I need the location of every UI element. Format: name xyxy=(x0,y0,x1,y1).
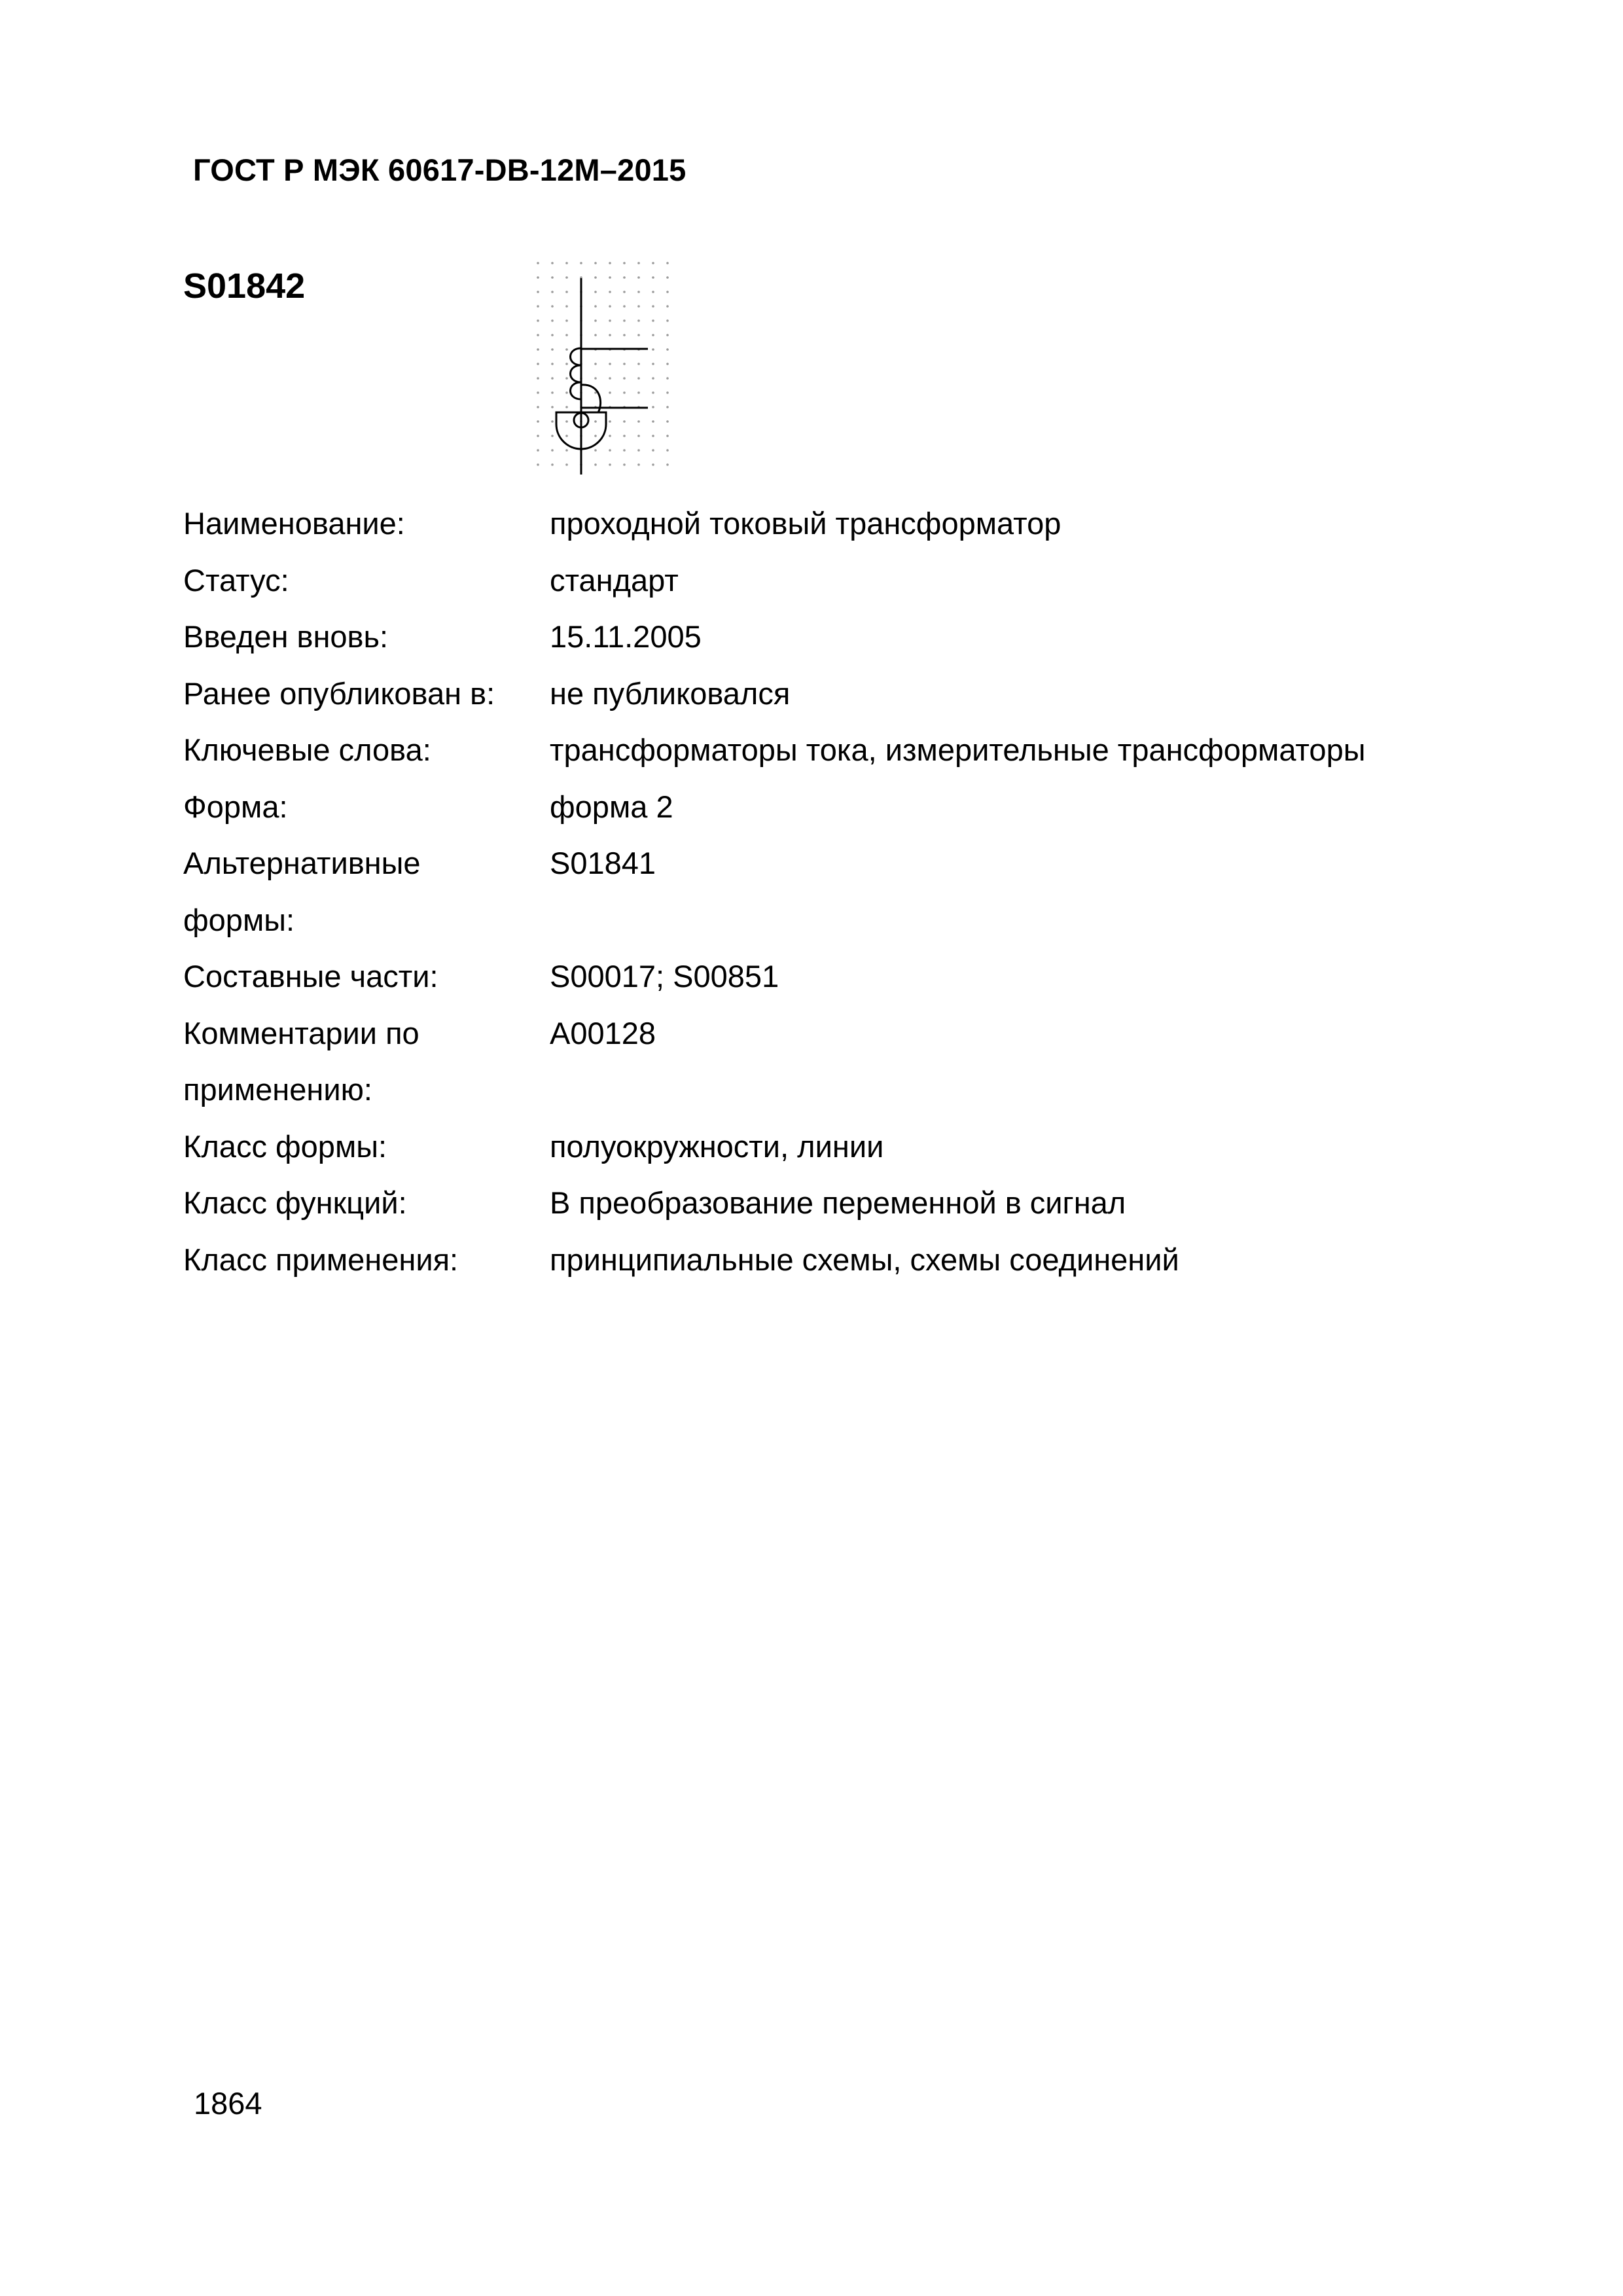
grid-dot xyxy=(551,291,554,293)
grid-dot xyxy=(565,449,568,452)
grid-dot xyxy=(594,276,597,279)
feed-through-current-transformer-icon xyxy=(524,249,694,491)
grid-dot xyxy=(666,319,669,322)
grid-dot xyxy=(652,406,654,408)
grid-dot xyxy=(551,435,554,437)
grid-dot xyxy=(594,334,597,336)
grid-dot xyxy=(666,435,669,437)
grid-dot xyxy=(551,463,554,466)
property-label: Статус: xyxy=(183,562,289,598)
grid-dot xyxy=(537,319,539,322)
grid-dot xyxy=(652,262,654,264)
grid-dot xyxy=(652,391,654,394)
grid-dot xyxy=(609,291,611,293)
grid-dot xyxy=(637,276,640,279)
grid-dot xyxy=(623,291,626,293)
grid-dot xyxy=(594,449,597,452)
grid-dot xyxy=(551,449,554,452)
property-label: Комментарии по применению: xyxy=(183,1015,419,1107)
grid-dot xyxy=(609,334,611,336)
grid-dot xyxy=(623,334,626,336)
grid-dot xyxy=(623,463,626,466)
grid-dot xyxy=(623,377,626,380)
grid-dot xyxy=(551,348,554,351)
grid-dot xyxy=(594,435,597,437)
property-label: Ключевые слова: xyxy=(183,732,431,767)
grid-dot xyxy=(594,363,597,365)
property-value: 15.11.2005 xyxy=(550,619,702,654)
grid-dot xyxy=(565,291,568,293)
property-row-application-notes xyxy=(183,1005,1427,1119)
grid-dot xyxy=(666,291,669,293)
grid-dot xyxy=(637,305,640,308)
property-value: полуокружности, линии xyxy=(550,1128,884,1164)
grid-dot xyxy=(551,406,554,408)
grid-dot xyxy=(623,262,626,264)
grid-dot xyxy=(537,406,539,408)
grid-dot xyxy=(666,449,669,452)
grid-dot xyxy=(609,262,611,264)
grid-dot xyxy=(565,463,568,466)
property-label: Альтернативные формы: xyxy=(183,846,421,937)
page-number: 1864 xyxy=(194,2086,262,2121)
grid-dot xyxy=(652,276,654,279)
grid-dot xyxy=(594,377,597,380)
grid-dot xyxy=(594,420,597,423)
grid-dot xyxy=(652,305,654,308)
grid-dot xyxy=(666,391,669,394)
grid-dot xyxy=(666,305,669,308)
property-label: Введен вновь: xyxy=(183,619,389,654)
symbol-code: S01842 xyxy=(183,266,306,306)
grid-dot xyxy=(637,319,640,322)
grid-dot xyxy=(609,377,611,380)
grid-dot xyxy=(652,435,654,437)
grid-dot xyxy=(623,363,626,365)
grid-dot xyxy=(551,262,554,264)
grid-dot xyxy=(565,406,568,408)
grid-dot xyxy=(551,363,554,365)
grid-dot xyxy=(666,363,669,365)
grid-dot xyxy=(652,334,654,336)
property-row-published xyxy=(183,666,1427,723)
grid-dot xyxy=(537,305,539,308)
grid-dot xyxy=(537,276,539,279)
grid-dot xyxy=(652,348,654,351)
grid-dot xyxy=(537,435,539,437)
grid-dot xyxy=(565,305,568,308)
grid-dot xyxy=(565,435,568,437)
grid-dot xyxy=(594,319,597,322)
property-label: Составные части: xyxy=(183,959,438,994)
grid-dot xyxy=(565,391,568,394)
property-value: A00128 xyxy=(550,1015,656,1050)
property-row-keywords xyxy=(183,722,1427,779)
property-value: стандарт xyxy=(550,562,679,598)
grid-dot xyxy=(537,348,539,351)
grid-dot xyxy=(666,262,669,264)
grid-dot xyxy=(565,420,568,423)
grid-dot xyxy=(565,262,568,264)
grid-dot xyxy=(609,435,611,437)
grid-dot xyxy=(551,420,554,423)
grid-dot xyxy=(551,334,554,336)
grid-dot xyxy=(623,276,626,279)
grid-dot xyxy=(666,377,669,380)
grid-dot xyxy=(565,377,568,380)
grid-dot xyxy=(580,262,582,264)
property-label: Наименование: xyxy=(183,506,405,541)
property-value: проходной токовый трансформатор xyxy=(550,506,1061,541)
grid-dot xyxy=(637,463,640,466)
property-row-name xyxy=(183,495,1427,552)
grid-dot xyxy=(565,276,568,279)
grid-dot xyxy=(652,420,654,423)
property-label: Класс формы: xyxy=(183,1128,387,1164)
grid-dot xyxy=(652,449,654,452)
grid-dot xyxy=(537,363,539,365)
grid-dot xyxy=(565,334,568,336)
grid-dot xyxy=(652,291,654,293)
grid-dot xyxy=(537,262,539,264)
grid-dot xyxy=(623,420,626,423)
grid-dot xyxy=(551,377,554,380)
grid-dot xyxy=(623,319,626,322)
grid-dot xyxy=(623,435,626,437)
property-value: форма 2 xyxy=(550,789,673,824)
grid-dot xyxy=(637,377,640,380)
document-header: ГОСТ Р МЭК 60617-DB-12M–2015 xyxy=(193,152,687,187)
grid-dot xyxy=(609,463,611,466)
grid-dot xyxy=(637,449,640,452)
grid-dot xyxy=(609,319,611,322)
grid-dot xyxy=(565,319,568,322)
grid-dot xyxy=(551,319,554,322)
grid-dot xyxy=(537,391,539,394)
property-label: Ранее опубликован в: xyxy=(183,675,495,711)
grid-dot xyxy=(637,262,640,264)
property-row-shape-class xyxy=(183,1119,1427,1175)
property-label: Класс применения: xyxy=(183,1242,459,1277)
grid-dot xyxy=(537,377,539,380)
property-label: Форма: xyxy=(183,789,288,824)
grid-dot xyxy=(609,276,611,279)
grid-dot xyxy=(594,262,597,264)
grid-dot xyxy=(652,319,654,322)
grid-dot xyxy=(537,334,539,336)
grid-dot xyxy=(537,420,539,423)
grid-dot xyxy=(637,420,640,423)
grid-dot xyxy=(594,291,597,293)
grid-dot xyxy=(609,305,611,308)
grid-dot xyxy=(637,391,640,394)
grid-dot xyxy=(637,363,640,365)
grid-dot xyxy=(623,391,626,394)
property-label: Класс функций: xyxy=(183,1185,407,1220)
property-value: не публиковался xyxy=(550,675,791,711)
property-row-introduced xyxy=(183,609,1427,666)
grid-dot xyxy=(666,406,669,408)
grid-dot xyxy=(609,420,611,423)
property-row-components xyxy=(183,948,1427,1005)
grid-dot xyxy=(666,463,669,466)
property-row-application-class xyxy=(183,1232,1427,1289)
grid-dot xyxy=(537,463,539,466)
grid-dot xyxy=(537,291,539,293)
grid-dot xyxy=(551,305,554,308)
grid-dot xyxy=(666,276,669,279)
grid-dot xyxy=(666,334,669,336)
grid-dot xyxy=(623,449,626,452)
symbol-figure xyxy=(524,249,694,491)
property-row-alternative-forms xyxy=(183,835,1427,948)
grid-dot xyxy=(565,363,568,365)
grid-dot xyxy=(637,435,640,437)
properties-table xyxy=(183,495,1427,1288)
grid-dot xyxy=(537,449,539,452)
grid-dot xyxy=(637,334,640,336)
property-value: S00017; S00851 xyxy=(550,959,779,994)
grid-dot xyxy=(551,391,554,394)
property-row-form xyxy=(183,779,1427,836)
grid-dot xyxy=(652,463,654,466)
property-value: B преобразование переменной в сигнал xyxy=(550,1185,1126,1220)
grid-dot xyxy=(609,363,611,365)
grid-dot xyxy=(609,449,611,452)
grid-dot xyxy=(594,305,597,308)
grid-dot xyxy=(652,363,654,365)
grid-dot xyxy=(609,391,611,394)
property-value: принципиальные схемы, схемы соединений xyxy=(550,1242,1179,1277)
grid-dot xyxy=(666,348,669,351)
property-row-status xyxy=(183,552,1427,609)
property-value: S01841 xyxy=(550,846,656,880)
property-row-function-class xyxy=(183,1175,1427,1232)
grid-dot xyxy=(637,291,640,293)
grid-dot xyxy=(652,377,654,380)
grid-dot xyxy=(623,305,626,308)
property-value: трансформаторы тока, измерительные трансформаторы xyxy=(550,732,1366,767)
grid-dot xyxy=(594,463,597,466)
grid-dot xyxy=(666,420,669,423)
grid-dot xyxy=(551,276,554,279)
grid-dot xyxy=(565,348,568,351)
